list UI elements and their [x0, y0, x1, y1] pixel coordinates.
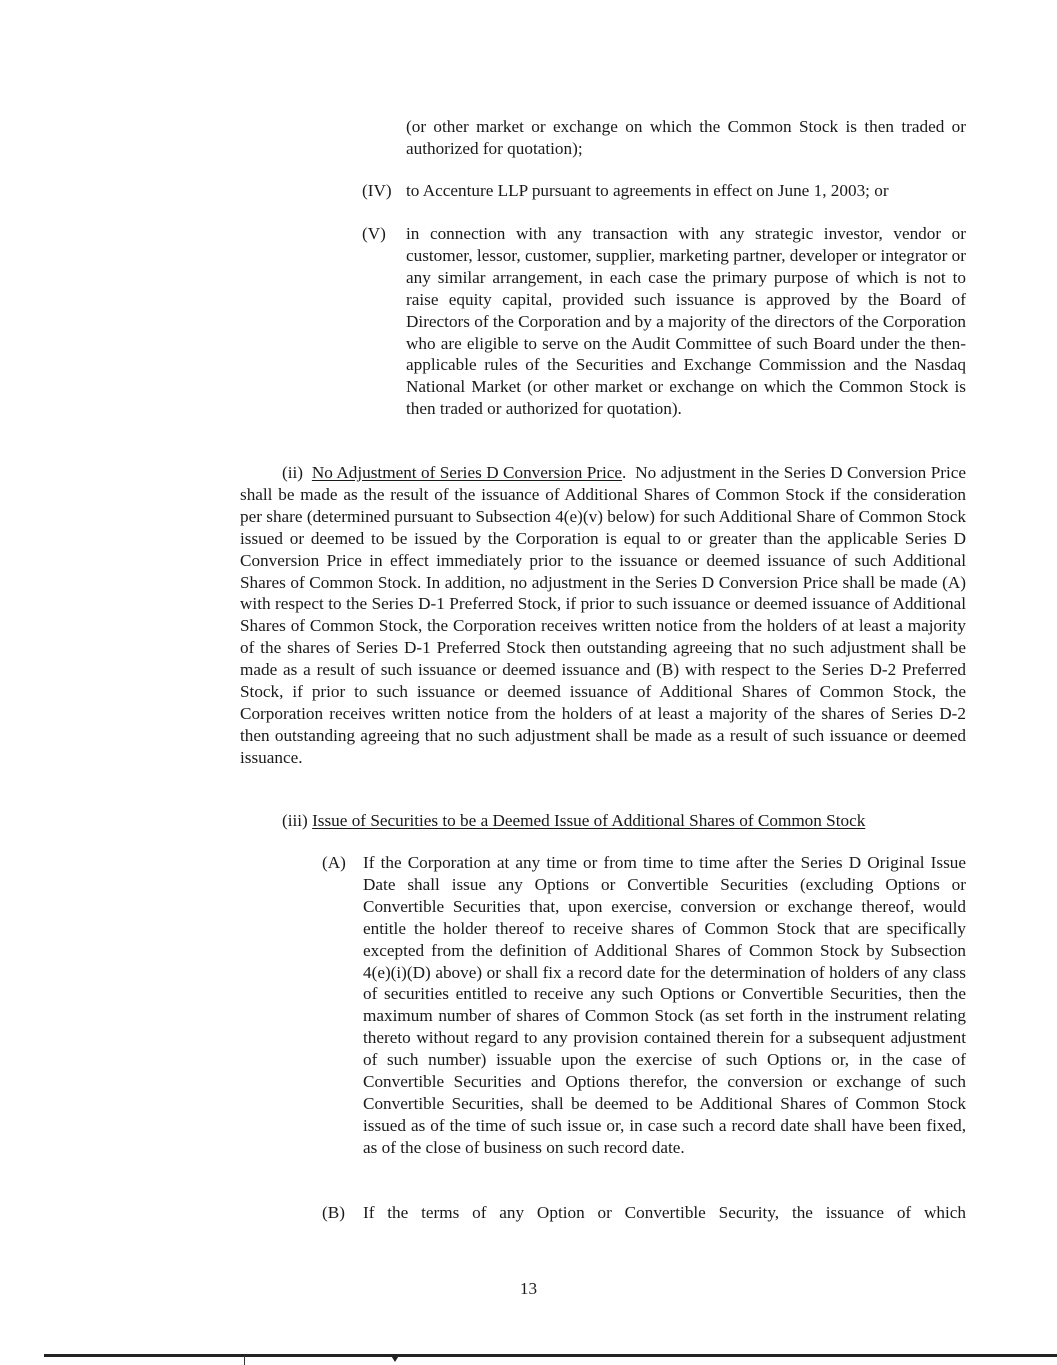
page-bottom-tick	[244, 1356, 245, 1365]
continuation-paragraph: (or other market or exchange on which the Common Stock is then traded or authorized for quotation);	[406, 117, 966, 158]
page-bottom-marker	[390, 1354, 400, 1362]
section-ii-heading-end: .	[622, 463, 627, 482]
list-marker-b: (B)	[322, 1203, 345, 1222]
list-item-iv	[362, 180, 966, 202]
section-iii-heading-line	[282, 810, 966, 832]
section-ii-heading: No Adjustment of Series D Conversion Price	[311, 463, 623, 482]
section-ii-marker: (ii)	[282, 463, 303, 482]
list-marker-a: (A)	[322, 853, 346, 872]
list-marker-iv: (IV)	[362, 181, 392, 200]
list-marker-v: (V)	[362, 224, 386, 243]
list-item-v	[362, 223, 966, 443]
section-iii-heading: Issue of Securities to be a Deemed Issue of Additional Shares of Common Stock	[312, 811, 866, 830]
list-text-iv: to Accenture LLP pursuant to agreements in effect on June 1, 2003; or	[406, 181, 889, 200]
section-ii-text: No adjustment in the Series D Conversion Price shall be made as the result of the issuance of Additional Shares of Common Stock if the consideration per share (determined pursuant to Subsection 4(e)(v) below) for such Additional Share of Common Stock issued or deemed to be issued by the Corporation is equal to or greater than the applicable Series D Conversion Price in effect immediately prior to the issuance or deemed issuance of such Additional Shares of Common Stock. In addition, no adjustment in the Series D Conversion Price shall be made (A) with respect to the Series D-1 Preferred Stock, if prior to such issuance or deemed issuance of Additional Shares of Common Stock, the Corporation receives written notice from the holders of at least a majority of the shares of Series D-1 Preferred Stock then outstanding agreeing that no such adjustment shall be made as a result of such issuance or deemed issuance and (B) with respect to the Series D-2 Preferred Stock, if prior to such issuance or deemed issuance of Additional Shares of Common Stock, the Corporation receives written notice from the holders of at least a majority of the shares of Series D-2 then outstanding agreeing that no such adjustment shall be made as a result of such issuance or deemed issuance.	[240, 463, 967, 767]
list-item-a	[322, 852, 966, 1182]
section-ii-paragraph	[240, 462, 966, 769]
page-bottom-rule	[44, 1354, 1057, 1357]
list-text-a: If the Corporation at any time or from time to time after the Series D Original Issue Date shall issue any Options or Convertible Securities (excluding Options or Convertible Securities that, upon exercise, conversion or exchange thereof, would entitle the holder thereof to receive shares of Common Stock that are specifically excepted from the definition of Additional Shares of Common Stock by Subsection 4(e)(i)(D) above) or shall fix a record date for the determination of holders of any class of securities entitled to receive any such Options or Convertible Securities, then the maximum number of shares of Common Stock (as set forth in the instrument relating thereto without regard to any provision contained therein for a subsequent adjustment of such number) issuable upon the exercise of such Options or, in the case of Convertible Securities and Options therefor, the conversion or exchange of such Convertible Securities, shall be deemed to be Additional Shares of Common Stock issued as of the time of such issue or, in case such a record date shall have been fixed, as of the close of business on such record date.	[363, 853, 966, 1157]
list-item-b	[322, 1202, 966, 1224]
list-text-v: in connection with any transaction with any strategic investor, vendor or customer, lessor, customer, supplier, marketing partner, developer or integrator or any similar arrangement, in each case the primary purpose of which is not to raise equity capital, provided such issuance is approved by the Board of Directors of the Corporation and by a majority of the directors of the Corporation who are eligible to serve on the Audit Committee of such Board under the then-applicable rules of the Securities and Exchange Commission and the Nasdaq National Market (or other market or exchange on which the Common Stock is then traded or authorized for quotation).	[406, 224, 966, 419]
page-number: 13	[519, 1279, 538, 1298]
section-iii-marker: (iii)	[282, 811, 308, 830]
list-text-b: If the terms of any Option or Convertible Security, the issuance of which	[363, 1203, 966, 1222]
